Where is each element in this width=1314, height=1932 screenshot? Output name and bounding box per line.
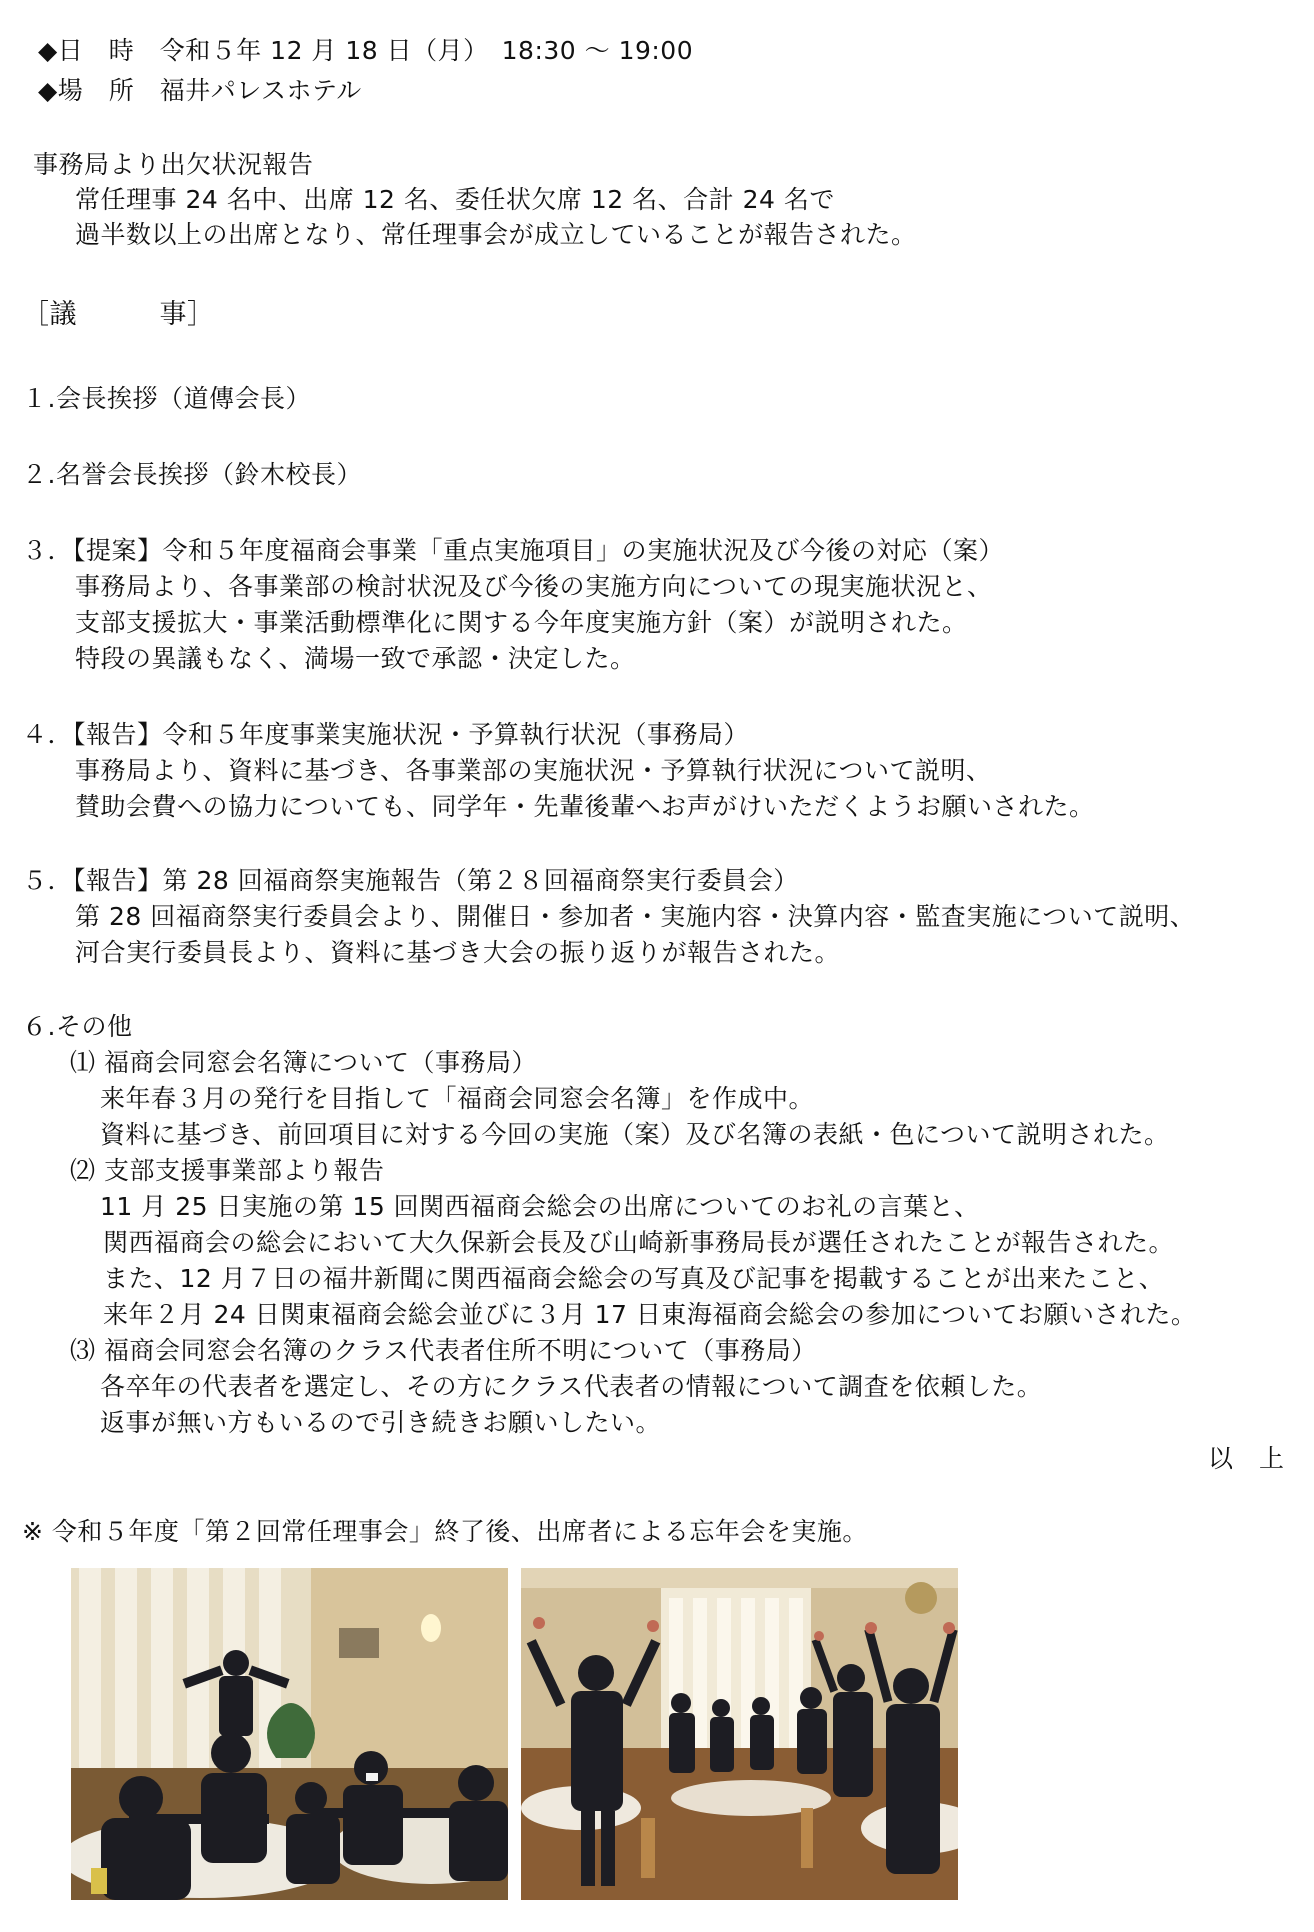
agenda-item-title: ６.その他 [22,1012,133,1041]
agenda-item-line: 事務局より、各事業部の検討状況及び今後の実施方向についての現実施状況と、 [75,572,993,601]
agenda-item-line: 河合実行委員長より、資料に基づき大会の振り返りが報告された。 [75,938,841,967]
agenda-item-title: ３．【提案】令和５年度福商会事業「重点実施項目」の実施状況及び今後の対応（案） [22,536,1005,565]
meeting-date: ◆日 時 令和５年 12 月 18 日（月） 18:30 ～ 19:00 [38,36,694,65]
agenda-item-title: １.会長挨拶（道傳会長） [22,384,311,413]
subitem-line: 各卒年の代表者を選定し、その方にクラス代表者の情報について調査を依頼した。 [100,1372,1043,1401]
meeting-place: ◆場 所 福井パレスホテル [38,76,362,105]
subitem-line: 来年春３月の発行を目指して「福商会同窓会名簿」を作成中。 [100,1084,815,1113]
attendance-title: 事務局より出欠状況報告 [33,150,314,179]
subitem-title: ⑵ 支部支援事業部より報告 [70,1156,385,1185]
subitem-title: ⑴ 福商会同窓会名簿について（事務局） [70,1048,537,1077]
agenda-item-line: 支部支援拡大・事業活動標準化に関する今年度実施方針（案）が説明された。 [75,608,968,637]
subitem-title: ⑶ 福商会同窓会名簿のクラス代表者住所不明について（事務局） [70,1336,817,1365]
party-photo-left [71,1568,508,1900]
subitem-line: 関西福商会の総会において大久保新会長及び山崎新事務局長が選任されたことが報告された。 [103,1228,1175,1257]
subitem-line: 返事が無い方もいるので引き続きお願いしたい。 [100,1408,662,1437]
attendance-line: 常任理事 24 名中、出席 12 名、委任状欠席 12 名、合計 24 名で [75,185,835,214]
subitem-line: 資料に基づき、前回項目に対する今回の実施（案）及び名簿の表紙・色について説明された。 [100,1120,1170,1149]
agenda-heading: ［議 事］ [22,299,215,330]
closing-mark: 以 上 [1208,1444,1285,1473]
subitem-line: 11 月 25 日実施の第 15 回関西福商会総会の出席についてのお礼の言葉と、 [100,1192,980,1221]
subitem-line: また、12 月７日の福井新聞に関西福商会総会の写真及び記事を掲載することが出来たこと、 [103,1264,1165,1293]
agenda-item-line: 事務局より、資料に基づき、各事業部の実施状況・予算執行状況について説明、 [75,756,992,785]
party-photo-right [521,1568,958,1900]
agenda-item-title: ２.名誉会長挨拶（鈴木校長） [22,460,362,489]
agenda-item-line: 第 28 回福商祭実行委員会より、開催日・参加者・実施内容・決算内容・監査実施について説明、 [75,902,1196,931]
agenda-item-title: ５．【報告】第 28 回福商祭実施報告（第２８回福商祭実行委員会） [22,866,799,895]
attendance-line: 過半数以上の出席となり、常任理事会が成立していることが報告された。 [75,220,917,249]
agenda-item-line: 特段の異議もなく、満場一致で承認・決定した。 [75,644,636,673]
subitem-line: 来年２月 24 日関東福商会総会並びに３月 17 日東海福商会総会の参加についてお願いされた。 [103,1300,1197,1329]
agenda-item-title: ４．【報告】令和５年度事業実施状況・予算執行状況（事務局） [22,720,750,749]
footnote: ※ 令和５年度「第２回常任理事会」終了後、出席者による忘年会を実施。 [22,1517,868,1546]
agenda-item-line: 賛助会費への協力についても、同学年・先輩後輩へお声がけいただくようお願いされた。 [75,792,1095,821]
